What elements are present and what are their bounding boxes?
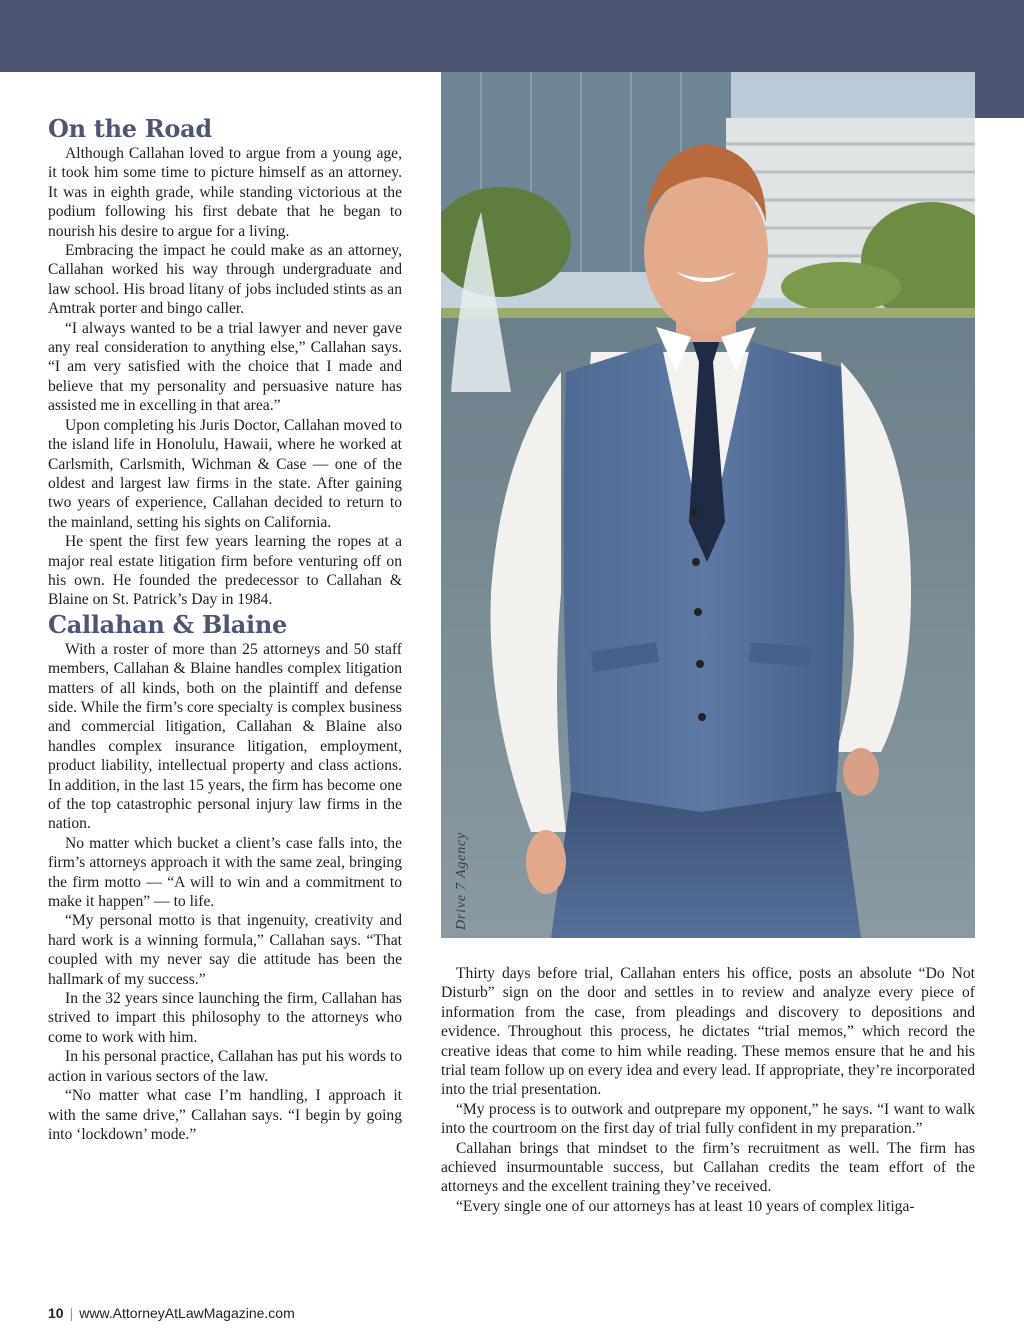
paragraph: “Every single one of our attorneys has at least 10 years of complex litiga-: [456, 1197, 915, 1215]
page-number: 10: [48, 1305, 64, 1321]
paragraph: “My personal motto is that ingenuity, creativity and hard work is a winning formula,” Callahan says. “That coupled with my never say die attitude has been the hallmark of my success.”: [48, 912, 402, 988]
portrait-illustration: [441, 72, 975, 938]
paragraph: “No matter what case I’m handling, I approach it with the same drive,” Callahan says. “I begin by going into ‘lockdown’ mode.”: [48, 1087, 402, 1143]
paragraph: He spent the first few years learning the ropes at a major real estate litigation firm before venturing off on his own. He founded the predecessor to Callahan & Blaine on St. Patrick’s Day in 1984.: [48, 533, 402, 609]
left-column: [48, 114, 402, 1144]
paragraph: “My process is to outwork and outprepare my opponent,” he says. “I want to walk into the courtroom on the first day of trial fully confident in my preparation.”: [441, 1100, 975, 1138]
paragraph: Upon completing his Juris Doctor, Callahan moved to the island life in Honolulu, Hawaii, where he worked at Carlsmith, Carlsmith, Wichman & Case — one of the oldest and largest law firms in the state. After gaining two years of experience, Callahan decided to return to the mainland, setting his sights on California.: [48, 416, 402, 531]
paragraph: No matter which bucket a client’s case falls into, the firm’s attorneys approach it with the same zeal, bringing the firm motto — “A will to win and a commitment to make it happen” — to life.: [48, 834, 402, 911]
paragraph: Embracing the impact he could make as an attorney, Callahan worked his way through undergraduate and law school. His broad litany of jobs included stints as an Amtrak porter and bingo caller.: [48, 242, 402, 318]
paragraph: In the 32 years since launching the firm, Callahan has strived to impart this philosophy to the attorneys who come to work with him.: [48, 990, 402, 1046]
right-column: [441, 964, 975, 1216]
footer-separator: |: [69, 1305, 74, 1321]
photo-credit: Drive 7 Agency: [454, 831, 469, 930]
paragraph: With a roster of more than 25 attorneys and 50 staff members, Callahan & Blaine handles complex litigation matters of all kinds, both on the plaintiff and defense side. While the firm’s core specialty is complex business and commercial litigation, Callahan & Blaine also handles complex insurance litigation, employment, product liability, intellectual property and class actions. In addition, in the last 15 years, the firm has become one of the top catastrophic personal injury law firms in the nation.: [48, 640, 402, 833]
header-band: [0, 0, 1024, 72]
paragraph: Thirty days before trial, Callahan enters his office, posts an absolute “Do Not Disturb” sign on the door and settles in to review and analyze every piece of information from the case, from pleadings and discovery to depositions and evidence. Throughout this process, he dictates “trial memos,” which record the creative ideas that come to him while reading. These memos ensure that he and his trial team follow up on every idea and every lead. If appropriate, they’re incorporated into the trial presentation.: [441, 965, 975, 1099]
paragraph: Although Callahan loved to argue from a young age, it took him some time to picture himself as an attorney. It was in eighth grade, while standing victorious at the podium following his first debate that he began to nourish his desire to argue for a living.: [48, 145, 402, 240]
section-heading-on-the-road: On the Road: [48, 114, 212, 143]
section-heading-callahan-blaine: Callahan & Blaine: [48, 609, 287, 639]
paragraph: Callahan brings that mindset to the firm’s recruitment as well. The firm has achieved insurmountable success, but Callahan credits the team effort of the attorneys and the excellent training they’ve received.: [441, 1139, 975, 1196]
footer-url[interactable]: www.AttorneyAtLawMagazine.com: [79, 1305, 295, 1321]
page-footer: [48, 1305, 295, 1321]
paragraph: In his personal practice, Callahan has put his words to action in various sectors of the law.: [48, 1048, 402, 1085]
paragraph: “I always wanted to be a trial lawyer and never gave any real consideration to anything else,” Callahan says. “I am very satisfied with the choice that I made and believe that my personality and persuasive nature has assisted me in excelling in that area.”: [48, 319, 402, 415]
portrait-photo: [441, 72, 975, 938]
